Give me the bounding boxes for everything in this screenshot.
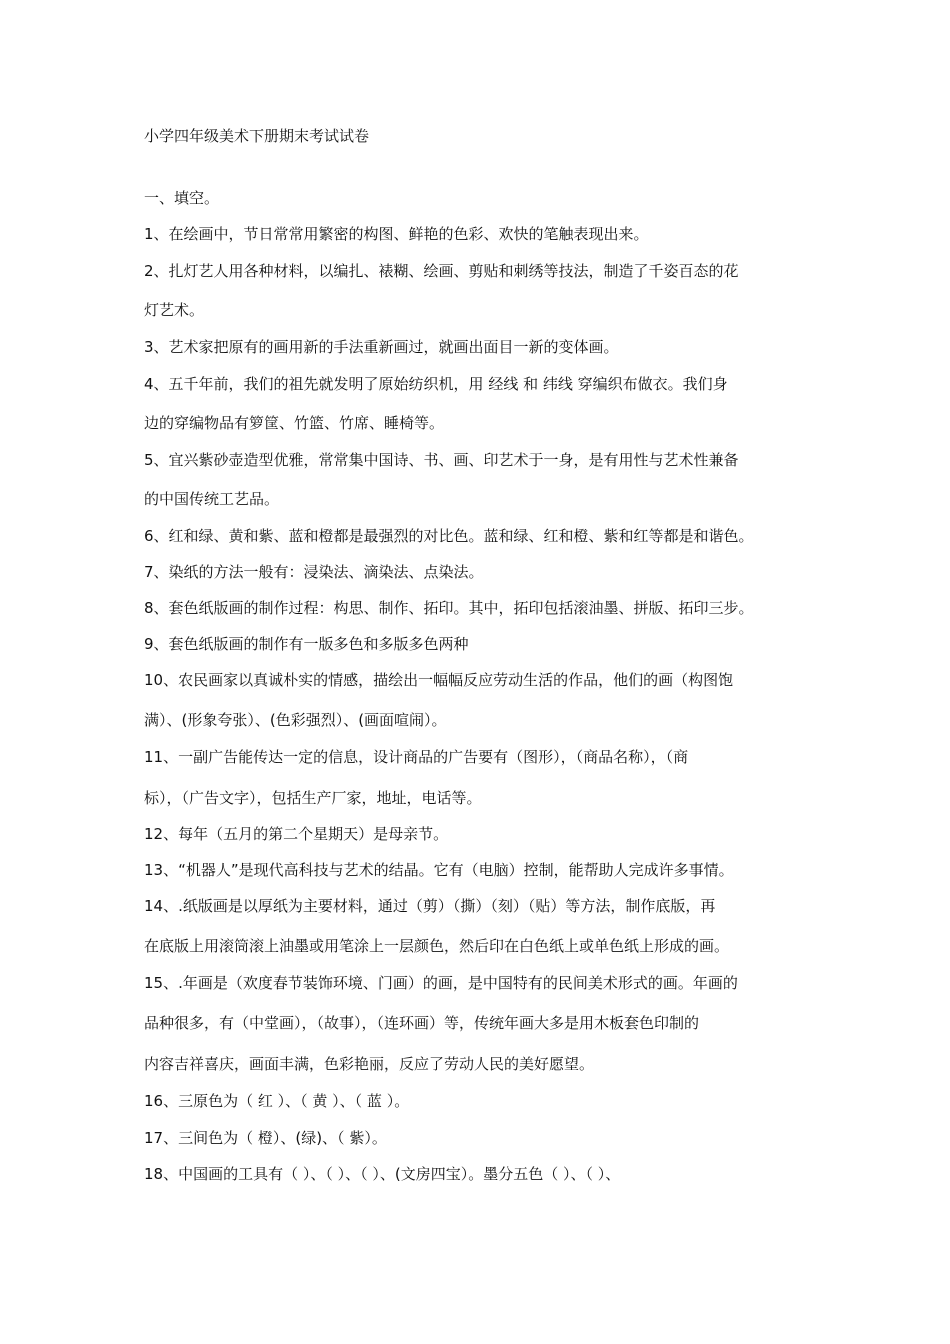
question-line: 16、三原色为（ 红 ）、（ 黄 ）、（ 蓝 ）。 <box>144 1092 410 1110</box>
question-line: 1、在绘画中，节日常常用繁密的构图、鲜艳的色彩、欢快的笔触表现出来。 <box>144 225 649 243</box>
question-line: 15、.年画是（欢度春节装饰环境、门画）的画，是中国特有的民间美术形式的画。年画的 <box>144 974 738 992</box>
question-line: 7、染纸的方法一般有：浸染法、滴染法、点染法。 <box>144 563 484 581</box>
question-line: 17、三间色为（ 橙）、(绿)、（ 紫）。 <box>144 1129 387 1147</box>
question-line: 14、.纸版画是以厚纸为主要材料，通过（剪）（撕）（刻）（贴）等方法，制作底版，再 <box>144 897 716 915</box>
question-line: 8、套色纸版画的制作过程：构思、制作、拓印。其中，拓印包括滚油墨、拼版、拓印三步。 <box>144 599 754 617</box>
document-title: 小学四年级美术下册期末考试试卷 <box>144 127 370 145</box>
question-line: 灯艺术。 <box>144 301 205 319</box>
question-line: 9、套色纸版画的制作有一版多色和多版多色两种 <box>144 635 469 653</box>
question-line: 内容吉祥喜庆，画面丰满，色彩艳丽，反应了劳动人民的美好愿望。 <box>144 1055 595 1073</box>
question-line: 标），（广告文字），包括生产厂家，地址，电话等。 <box>144 789 482 807</box>
section-heading: 一、填空。 <box>144 189 220 207</box>
question-line: 10、农民画家以真诚朴实的情感，描绘出一幅幅反应劳动生活的作品，他们的画（构图饱 <box>144 671 734 689</box>
question-line: 6、红和绿、黄和紫、蓝和橙都是最强烈的对比色。蓝和绿、红和橙、紫和红等都是和谐色。 <box>144 527 754 545</box>
question-line: 13、“机器人”是现代高科技与艺术的结晶。它有（电脑）控制，能帮助人完成许多事情。 <box>144 861 734 879</box>
question-line: 18、中国画的工具有（ ）、（ ）、（ ）、(文房四宝）。墨分五色（ ）、（ ）、 <box>144 1165 621 1183</box>
question-line: 2、扎灯艺人用各种材料，以编扎、裱糊、绘画、剪贴和刺绣等技法，制造了千姿百态的花 <box>144 262 739 280</box>
question-line: 5、宜兴紫砂壶造型优雅，常常集中国诗、书、画、印艺术于一身，是有用性与艺术性兼备 <box>144 451 739 469</box>
question-line: 的中国传统工艺品。 <box>144 490 280 508</box>
question-line: 边的穿编物品有箩筐、竹篮、竹席、睡椅等。 <box>144 414 445 432</box>
question-line: 12、每年（五月的第二个星期天）是母亲节。 <box>144 825 449 843</box>
question-line: 3、艺术家把原有的画用新的手法重新画过，就画出面目一新的变体画。 <box>144 338 619 356</box>
question-line: 在底版上用滚筒滚上油墨或用笔涂上一层颜色，然后印在白色纸上或单色纸上形成的画。 <box>144 937 730 955</box>
question-line: 满）、(形象夸张）、(色彩强烈）、(画面喧闹）。 <box>144 711 447 729</box>
question-line: 11、一副广告能传达一定的信息，设计商品的广告要有（图形），（商品名称），（商 <box>144 748 689 766</box>
question-line: 品种很多，有（中堂画），（故事），（连环画）等，传统年画大多是用木板套色印制的 <box>144 1014 700 1032</box>
question-line: 4、五千年前，我们的祖先就发明了原始纺织机，用 经线 和 纬线 穿编织布做衣。我们身 <box>144 375 728 393</box>
